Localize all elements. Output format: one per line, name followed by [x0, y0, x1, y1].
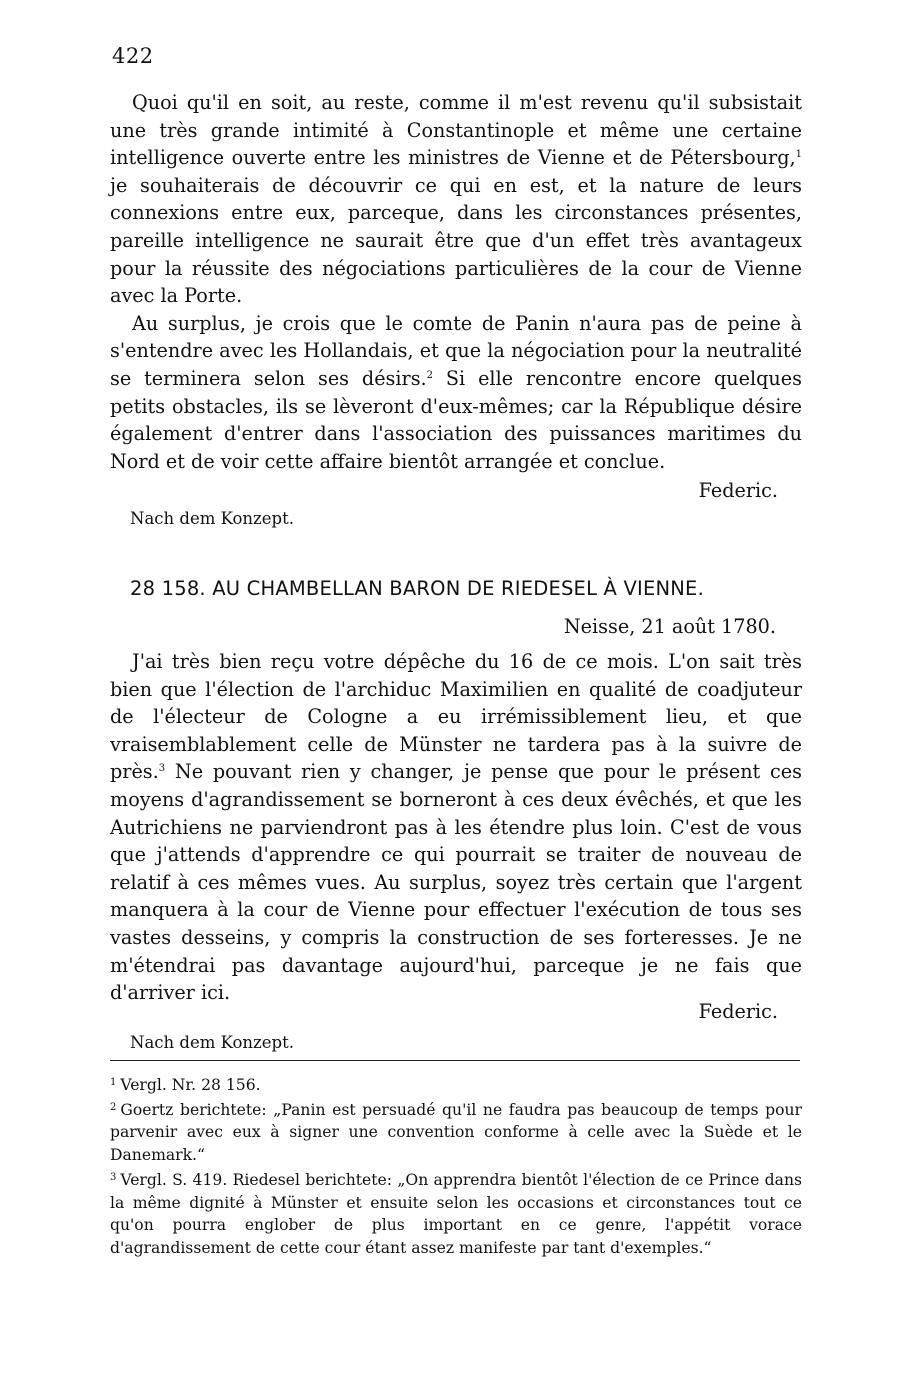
paragraph: J'ai très bien reçu votre dépêche du 16 de ce mois. L'on sait très bien que l'élection de l'archiduc Maximilien en qualité de coadjuteur de l'électeur de Cologne a eu irrémissiblement lieu, et que vraisemblablement celle de Münster ne tardera pas à la suivre de près.$^3$ Ne pouvant rien y changer, je pense que pour le présent ces moyens d'agrandissement se borneront à ces deux évêchés, et que les Autrichiens ne parviendront pas à les étendre plus loin. C'est de vous que j'attends d'apprendre ce qui pourrait se traiter de nouveau de relatif à ces mêmes vues. Au surplus, soyez très certain que l'argent manquera à la cour de Vienne pour effectuer l'exécution de tous ses vastes desseins, y compris la construction de ses forteresses. Je ne m'étendrai pas davantage aujourd'hui, parceque je ne fais que d'arriver ici.	[110, 650, 802, 1005]
footnote: $^2$ Goertz berichtete: „Panin est persuadé qu'il ne faudra pas beaucoup de temps pour parvenir avec eux à signer une convention conforme à celle avec la Suède et le Danemark.“	[110, 1100, 802, 1165]
source-note: Nach dem Konzept.	[130, 509, 294, 528]
footnote-ref[interactable]: 1	[795, 149, 802, 161]
paragraph: Au surplus, je crois que le comte de Panin n'aura pas de peine à s'entendre avec les Hollandais, et que la négociation pour la neutralité se terminera selon ses désirs.$^2$ Si elle rencontre encore quelques petits obstacles, ils se lèveront d'eux-mêmes; car la République désire également d'entrer dans l'association des puissances maritimes du Nord et de voir cette affaire bientôt arrangée et conclue.	[110, 311, 802, 473]
signature: Federic.	[698, 1000, 778, 1023]
footnote-divider	[110, 1060, 800, 1061]
page-number: 422	[112, 44, 154, 68]
signature: Federic.	[698, 479, 778, 502]
footnote: $^3$ Vergl. S. 419. Riedesel berichtete: „On apprendra bientôt l'élection de ce Prince dans la même dignité à Münster et ensuite selon les occasions et circonstances tout ce qu'on pourra englober de plus important en ce genre, l'appétit vorace d'agrandissement de cette cour étant assez manifeste par tant d'exemples.“	[110, 1170, 802, 1257]
footnote-ref[interactable]: 3	[158, 763, 166, 775]
dateline: Neisse, 21 août 1780.	[563, 615, 776, 638]
letter-2-body	[110, 648, 802, 1007]
paragraph: Quoi qu'il en soit, au reste, comme il m'est revenu qu'il subsistait une très grande intimité à Constantinople et même une certaine intelligence ouverte entre les ministres de Vienne et de Pétersbourg,$^1$ je souhaiterais de découvrir ce qui en est, et la nature de leurs connexions entre eux, parceque, dans les circonstances présentes, pareille intelligence ne saurait être que d'un effet très avantageux pour la réussite des négociations particulières de la cour de Vienne avec la Porte.	[110, 91, 802, 308]
footnote-mark: 2	[110, 1101, 117, 1113]
footnotes	[110, 1072, 802, 1260]
letter-1-body	[110, 89, 802, 475]
footnote-mark: 1	[110, 1077, 117, 1088]
footnote-ref[interactable]: 2	[426, 369, 434, 381]
letter-heading: 28 158. AU CHAMBELLAN BARON DE RIEDESEL À VIENNE.	[130, 577, 704, 600]
footnote-mark: 3	[110, 1171, 117, 1183]
footnote: $^1$ Vergl. Nr. 28 156.	[110, 1076, 261, 1094]
source-note: Nach dem Konzept.	[130, 1033, 294, 1052]
